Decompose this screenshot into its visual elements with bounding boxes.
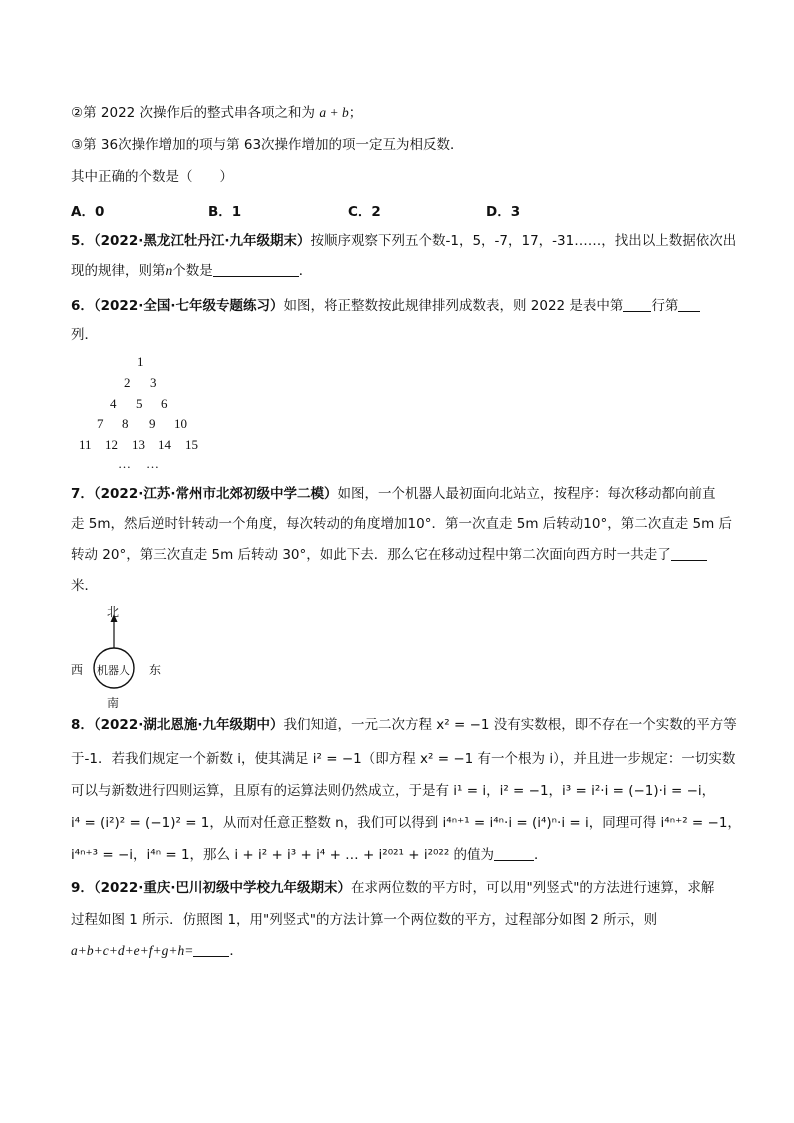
q7-line-2: 走 5m，然后逆时针转动一个角度，每次转动的角度增加10°．第一次直走 5m 后转动10°，第二次直走 5m 后	[71, 516, 733, 532]
tri-cell: 2	[124, 375, 131, 390]
q5-answer-blank[interactable]	[213, 262, 299, 277]
q4-choice-a[interactable]: A．0	[71, 204, 105, 220]
q4-item-3: ③第 36次操作增加的项与第 63次操作增加的项一定互为相反数．	[71, 137, 464, 153]
south-label: 南	[107, 696, 120, 710]
east-label: 东	[149, 663, 162, 677]
tri-cell: 13	[132, 437, 145, 452]
q4-choice-c[interactable]: C．2	[348, 204, 381, 220]
q7-line-4: 米．	[71, 578, 98, 594]
tri-cell: …	[146, 456, 159, 471]
tri-cell: 11	[79, 437, 92, 452]
robot-diagram	[60, 600, 180, 710]
q8-line-3: 可以与新数进行四则运算，且原有的运算法则仍然成立，于是有 i¹ = i，i² = −1，i³ = i²·i = (−1)·i = −i，	[71, 783, 716, 799]
tri-cell: 7	[97, 416, 104, 431]
q7-source: 7．（2022·江苏·常州市北郊初级中学二模）	[71, 486, 338, 502]
tri-cell: …	[118, 456, 131, 471]
tri-cell: 1	[137, 354, 144, 369]
q6-row-blank[interactable]	[623, 297, 651, 312]
q4-item-2-expr: a + b	[319, 105, 349, 120]
q9-line-1: 9．（2022·重庆·巴川初级中学校九年级期末）在求两位数的平方时，可以用"列竖式"的方法进行速算，求解	[71, 880, 715, 896]
q4-choice-b[interactable]: B．1	[208, 204, 242, 220]
q8-line-2: 于-1．若我们规定一个新数 i，使其满足 i² = −1（即方程 x² = −1 有一个根为 i），并且进一步规定：一切实数	[71, 751, 736, 767]
q4-item-2: ②第 2022 次操作后的整式串各项之和为 a + b；	[71, 105, 363, 121]
tri-cell: 8	[122, 416, 129, 431]
q8-source: 8．（2022·湖北恩施·九年级期中）	[71, 717, 284, 733]
tri-cell: 9	[149, 416, 156, 431]
q5-source: 5．（2022·黑龙江牡丹江·九年级期末）	[71, 233, 311, 249]
q4-stem: 其中正确的个数是（ ）	[71, 169, 233, 185]
tri-cell: 6	[161, 396, 168, 411]
q8-answer-blank[interactable]	[494, 846, 534, 861]
q5-line-1: 5．（2022·黑龙江牡丹江·九年级期末）按顺序观察下列五个数-1，5，-7，17，-31……，找出以上数据依次出	[71, 233, 737, 249]
q5-line-2: 现的规律，则第n个数是 ．	[71, 263, 313, 279]
q9-source: 9．（2022·重庆·巴川初级中学校九年级期末）	[71, 880, 351, 896]
tri-cell: 12	[105, 437, 118, 452]
q8-line-1: 8．（2022·湖北恩施·九年级期中）我们知道，一元二次方程 x² = −1 没有实数根，即不存在一个实数的平方等	[71, 717, 737, 733]
q6-line-1: 6．（2022·全国·七年级专题练习）如图，将正整数按此规律排列成数表，则 2022 是表中第 行第	[71, 297, 700, 315]
q8-line-5: i⁴ⁿ⁺³ = −i，i⁴ⁿ = 1，那么 i + i² + i³ + i⁴ + … + i²⁰²¹ + i²⁰²² 的值为 ．	[71, 847, 548, 863]
q8-line-4: i⁴ = (i²)² = (−1)² = 1，从而对任意正整数 n，我们可以得到 i⁴ⁿ⁺¹ = i⁴ⁿ·i = (i⁴)ⁿ·i = i，同理可得 i⁴ⁿ⁺² = −1，	[71, 815, 741, 831]
q6-source: 6．（2022·全国·七年级专题练习）	[71, 298, 284, 314]
q9-line-3: a+b+c+d+e+f+g+h= ．	[71, 943, 243, 959]
tri-cell: 14	[158, 437, 171, 452]
robot-label: 机器人	[97, 664, 130, 677]
q4-choice-d[interactable]: D．3	[486, 204, 521, 220]
q7-answer-blank[interactable]	[671, 546, 707, 561]
tri-cell: 5	[136, 396, 143, 411]
q9-line-2: 过程如图 1 所示．仿照图 1，用"列竖式"的方法计算一个两位数的平方，过程部分如图 2 所示，则	[71, 912, 658, 928]
q6-col-blank[interactable]	[678, 297, 700, 312]
north-label: 北	[107, 605, 120, 619]
tri-cell: 10	[174, 416, 187, 431]
tri-cell: 15	[185, 437, 198, 452]
tri-cell: 3	[150, 375, 157, 390]
q7-line-1: 7．（2022·江苏·常州市北郊初级中学二模）如图，一个机器人最初面向北站立，按程序：每次移动都向前直	[71, 486, 716, 502]
q9-answer-blank[interactable]	[193, 942, 229, 957]
q6-line-2: 列．	[71, 327, 98, 343]
west-label: 西	[71, 663, 84, 677]
q7-line-3: 转动 20°，第三次直走 5m 后转动 30°，如此下去．那么它在移动过程中第二次面向西方时一共走了	[71, 546, 707, 564]
tri-cell: 4	[110, 396, 117, 411]
